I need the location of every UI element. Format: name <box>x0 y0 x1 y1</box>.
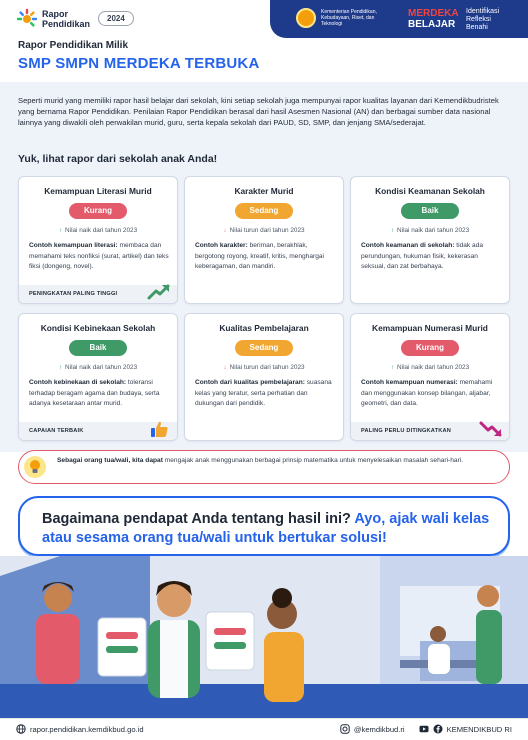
instagram-handle[interactable]: @kemdikbud.ri <box>353 724 405 734</box>
merdeka-belajar-logo <box>408 8 459 30</box>
prompt-question: Bagaimana pendapat Anda tentang hasil ini? <box>42 511 355 527</box>
desc-label: Contoh kebinekaan di sekolah: <box>29 379 127 386</box>
trend-label: Nilai turun dari tahun 2023 <box>229 364 305 371</box>
ministry-logo <box>296 8 391 28</box>
trend-label: Nilai naik dari tahun 2023 <box>65 364 138 371</box>
trend-text <box>185 227 343 234</box>
card-title: Karakter Murid <box>234 186 294 196</box>
status-badge: Baik <box>401 203 459 219</box>
trend-text <box>185 364 343 371</box>
tip-body: mengajak anak menggunakan berbagai prinsip matematika untuk menyelesaikan masalah sehari-hari. <box>162 457 464 464</box>
irb-line1: Identifikasi <box>466 8 500 15</box>
irb-logo <box>466 8 499 32</box>
trend-down-icon <box>479 420 503 438</box>
status-badge: Kurang <box>69 203 127 219</box>
trend-label: Nilai naik dari tahun 2023 <box>397 227 470 234</box>
card-description <box>29 241 169 273</box>
arrow-up-icon: ↑ <box>58 364 63 371</box>
card-description <box>361 378 501 410</box>
irb-line2: Refleksi <box>466 16 491 23</box>
desc-body: beriman, berakhlak, bergotong royong, kreatif, kritis, menghargai keberagaman, dan mandiri. <box>195 242 325 270</box>
desc-label: Contoh kemampuan numerasi: <box>361 379 458 386</box>
arrow-down-icon: ↓ <box>223 227 227 234</box>
intro-paragraph: Seperti murid yang memiliki rapor hasil belajar dari sekolah, kini setiap sekolah juga mempunyai rapor kualitas layanan dari Kemendikbudristek yang bernama Rapor Pendidikan. Penilaian Rapor Pendidikan berasal dari hasil Asesmen Nasional (AN) dan berbagai sumber data nasional lainnya yang diwakili oleh perwakilan murid, guru, serta kepala sekolah dari PAUD, SD, SMP, dan jenjang SMA/sederajat. <box>18 96 499 127</box>
year-badge: 2024 <box>98 11 134 26</box>
card-kebinekaan <box>18 313 178 441</box>
status-badge: Sedang <box>235 203 293 219</box>
desc-label: Contoh keamanan di sekolah: <box>361 242 455 249</box>
trend-label: Nilai turun dari tahun 2023 <box>229 227 305 234</box>
page-subtitle: Rapor Pendidikan Milik <box>18 40 129 51</box>
website-url[interactable]: rapor.pendidikan.kemdikbud.go.id <box>30 724 144 734</box>
card-description <box>29 378 169 410</box>
card-numerasi <box>350 313 510 441</box>
card-description <box>195 378 335 410</box>
trend-text <box>351 227 509 234</box>
lead-heading: Yuk, lihat rapor dari sekolah anak Anda! <box>18 153 218 165</box>
arrow-down-icon: ↓ <box>223 364 227 371</box>
logo-line2: Pendidikan <box>42 19 91 29</box>
card-description <box>195 241 335 273</box>
card-title: Kemampuan Numerasi Murid <box>372 323 488 333</box>
trend-label: Nilai naik dari tahun 2023 <box>65 227 138 234</box>
prompt-call-to-action: Ayo, ajak wali kelas atau sesama orang tua/wali untuk bertukar solusi! <box>42 511 490 546</box>
ministry-name: Kementerian Pendidikan, Kebudayaan, Riset, dan Teknologi <box>321 9 377 27</box>
card-keamanan <box>350 176 510 304</box>
globe-icon <box>16 724 26 734</box>
merdeka-line2: BELAJAR <box>408 19 456 30</box>
tip-text <box>57 456 507 466</box>
card-literasi <box>18 176 178 304</box>
social-handle[interactable]: KEMENDIKBUD RI <box>446 724 512 734</box>
status-badge: Baik <box>69 340 127 356</box>
discussion-prompt <box>18 496 510 556</box>
card-footer-label: CAPAIAN TERBAIK <box>19 422 177 440</box>
desc-label: Contoh dari kualitas pembelajaran: <box>195 379 305 386</box>
footer-bar <box>0 718 528 740</box>
instagram-icon[interactable] <box>340 724 350 734</box>
irb-line3: Benahi <box>466 24 488 31</box>
card-title: Kualitas Pembelajaran <box>219 323 309 333</box>
footer-website[interactable] <box>16 724 144 734</box>
thumbs-up-icon <box>147 420 171 438</box>
desc-body: tidak ada perundungan, hukuman fisik, kekerasan seksual, dan zat berbahaya. <box>361 242 484 270</box>
status-badge: Sedang <box>235 340 293 356</box>
tip-bold: Sebagai orang tua/wali, kita dapat <box>57 457 163 464</box>
footer-social <box>340 724 512 734</box>
merdeka-line1: MERDEKA <box>408 8 459 19</box>
trend-text <box>351 364 509 371</box>
arrow-up-icon: ↑ <box>390 364 395 371</box>
card-description <box>361 241 501 273</box>
parent-tip-box <box>18 450 510 484</box>
arrow-up-icon: ↑ <box>58 227 63 234</box>
card-footer-label: PENINGKATAN PALING TINGGI <box>19 285 177 303</box>
trend-text <box>19 364 177 371</box>
card-title: Kondisi Keamanan Sekolah <box>375 186 485 196</box>
sun-logo-icon <box>16 8 38 30</box>
trend-label: Nilai naik dari tahun 2023 <box>397 364 470 371</box>
trend-text <box>19 227 177 234</box>
status-badge: Kurang <box>401 340 459 356</box>
desc-body: toleransi terhadap beragam agama dan budaya, serta adanya kesetaraan antar murid. <box>29 379 160 407</box>
desc-label: Contoh kemampuan literasi: <box>29 242 118 249</box>
desc-label: Contoh karakter: <box>195 242 248 249</box>
desc-body: memahami dan menggunakan konsep bilangan, aljabar, geometri, dan data. <box>361 379 493 407</box>
rapor-pendidikan-logo <box>16 8 90 30</box>
tut-wuri-emblem-icon <box>296 8 316 28</box>
parents-discussion-illustration <box>0 556 528 718</box>
desc-body: membaca dan memahami teks nonfiksi (surat, artikel) dan teks fiksi (dongeng, novel). <box>29 242 169 270</box>
desc-body: suasana kelas yang teratur, serta perhatian dan dukungan dari pendidik. <box>195 379 332 407</box>
logo-line1: Rapor <box>42 9 69 19</box>
trend-up-icon <box>147 283 171 301</box>
card-title: Kondisi Kebinekaan Sekolah <box>40 323 156 333</box>
header <box>0 0 528 82</box>
school-name: SMP SMPN MERDEKA TERBUKA <box>18 55 260 72</box>
logo-text <box>42 9 90 29</box>
card-pembelajaran <box>184 313 344 441</box>
card-title: Kemampuan Literasi Murid <box>44 186 152 196</box>
card-karakter <box>184 176 344 304</box>
arrow-up-icon: ↑ <box>390 227 395 234</box>
card-footer-label: PALING PERLU DITINGKATKAN <box>351 422 509 440</box>
partner-logos-band <box>270 0 528 38</box>
prompt-text <box>42 510 492 548</box>
lightbulb-icon <box>23 455 47 479</box>
youtube-icon[interactable] <box>419 724 429 734</box>
facebook-icon[interactable] <box>433 724 443 734</box>
